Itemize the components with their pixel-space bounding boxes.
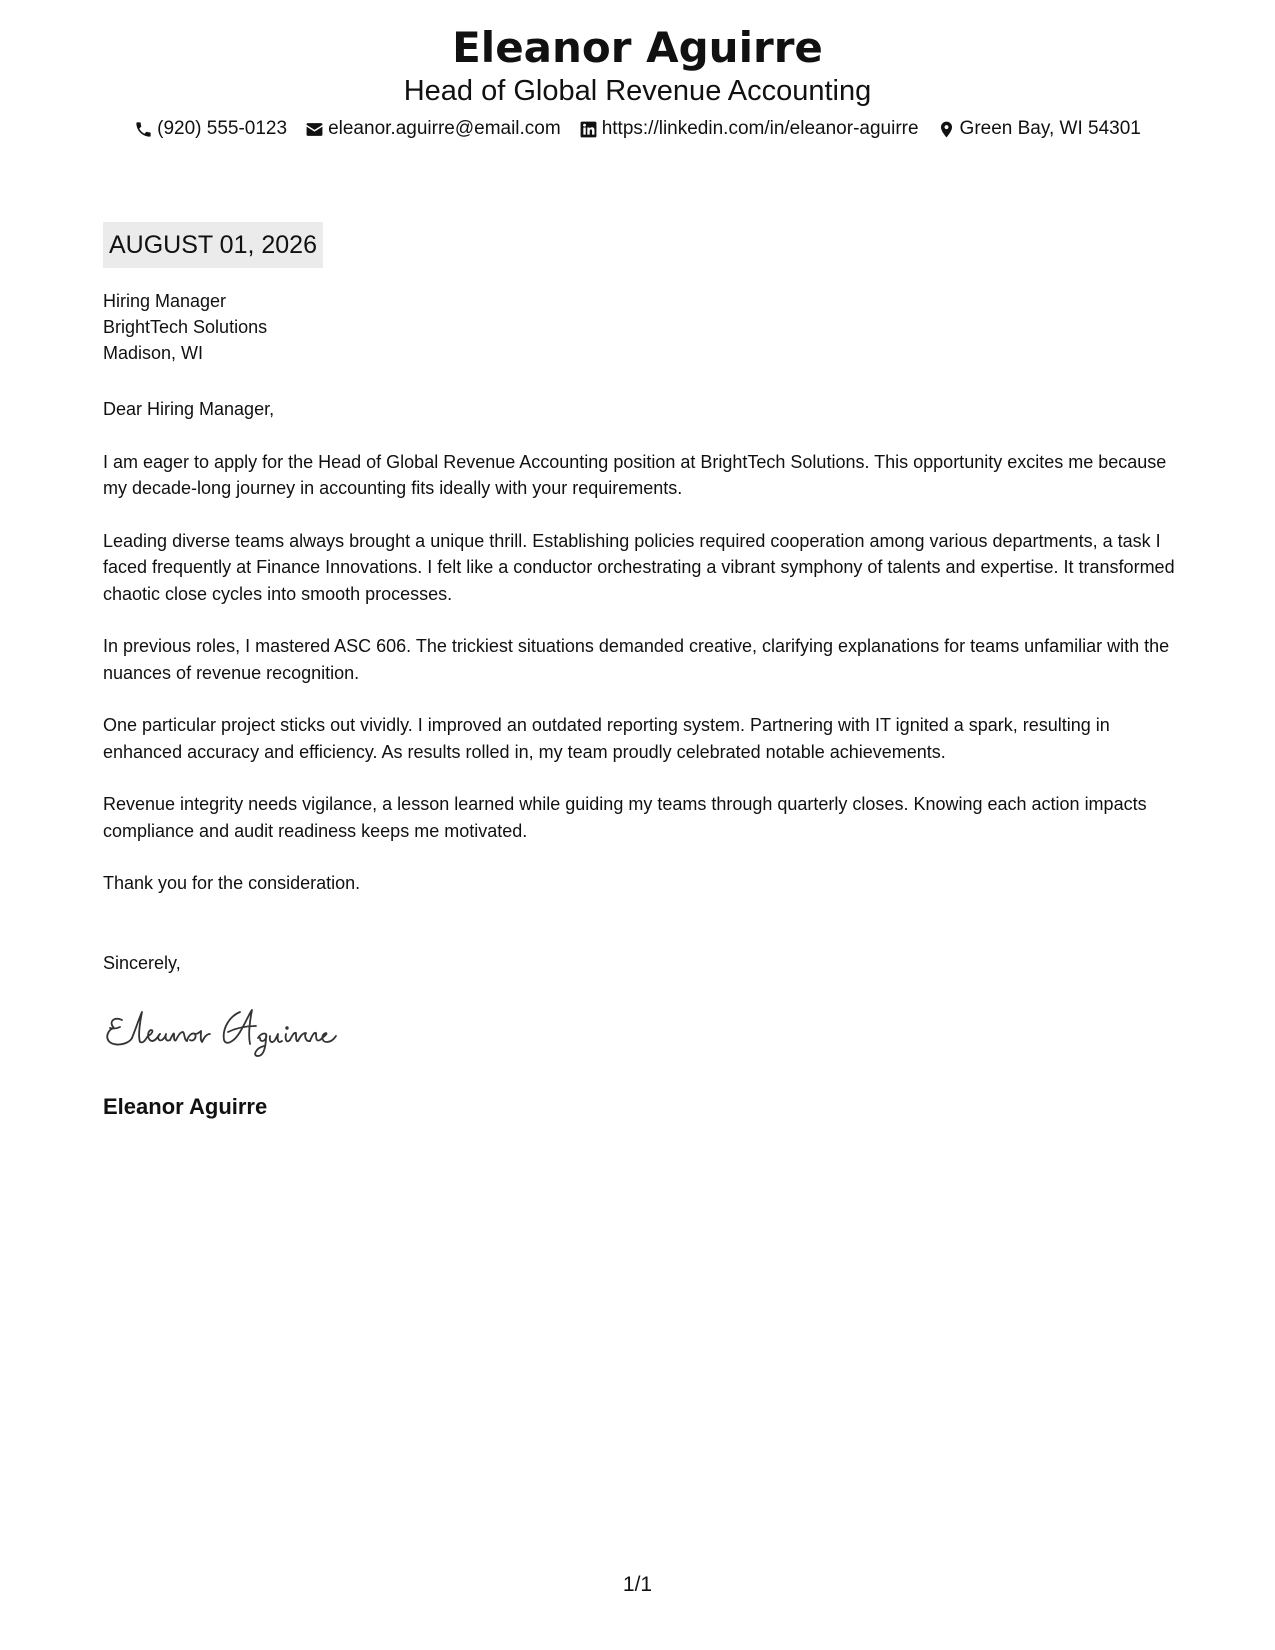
body-paragraph: In previous roles, I mastered ASC 606. The trickiest situations demanded creative, clarifying explanations for teams unfamiliar with the nuances of revenue recognition. xyxy=(103,636,1170,683)
linkedin-url[interactable]: https://linkedin.com/in/eleanor-aguirre xyxy=(601,118,919,139)
contact-bar xyxy=(0,116,1275,142)
contact-location xyxy=(937,116,1141,142)
letter-body xyxy=(103,396,1183,923)
linkedin-icon xyxy=(579,120,598,139)
recipient-company: BrightTech Solutions xyxy=(103,317,268,337)
phone-icon xyxy=(134,120,153,139)
recipient-location: Madison, WI xyxy=(103,343,204,363)
location-text: Green Bay, WI 54301 xyxy=(959,118,1141,139)
email-address[interactable]: eleanor.aguirre@email.com xyxy=(328,118,561,139)
contact-phone xyxy=(134,116,287,142)
applicant-name: Eleanor Aguirre xyxy=(452,23,823,72)
body-paragraph: Leading diverse teams always brought a unique thrill. Establishing policies required cooperation among various departments, a task I faced frequently at Finance Innovations. I felt like a conductor orchestrating a vibrant symphony of talents and expertise. It transformed chaotic close cycles into smooth processes. xyxy=(103,530,1175,604)
applicant-title: Head of Global Revenue Accounting xyxy=(403,75,872,107)
body-paragraph: Thank you for the consideration. xyxy=(103,873,361,893)
phone-number: (920) 555-0123 xyxy=(157,118,288,139)
contact-email[interactable] xyxy=(305,116,561,142)
body-paragraph: One particular project sticks out vividly. I improved an outdated reporting system. Partnering with IT ignited a spark, resulting in enhanced accuracy and efficiency. As results rolled in, my team proudly celebrated notable achievements. xyxy=(103,715,1110,762)
contact-linkedin[interactable] xyxy=(579,116,919,142)
body-paragraph: Revenue integrity needs vigilance, a lesson learned while guiding my teams through quarterly closes. Knowing each action impacts compliance and audit readiness keeps me motivated. xyxy=(103,794,1147,841)
body-paragraph: I am eager to apply for the Head of Global Revenue Accounting position at BrightTech Solutions. This opportunity excites me because my decade-long journey in accounting fits ideally with your requirements. xyxy=(103,451,1167,498)
envelope-icon xyxy=(305,120,324,139)
map-pin-icon xyxy=(937,120,956,139)
salutation: Dear Hiring Manager, xyxy=(103,399,275,419)
letter-header xyxy=(0,22,1275,142)
page-number: 1/1 xyxy=(622,1573,653,1596)
signature-image xyxy=(100,998,370,1058)
recipient-line: Hiring Manager xyxy=(103,291,227,311)
handwritten-signature xyxy=(100,998,370,1058)
recipient-block xyxy=(103,288,267,366)
letter-date: AUGUST 01, 2026 xyxy=(103,222,323,268)
signed-name: Eleanor Aguirre xyxy=(103,1094,268,1119)
closing: Sincerely, xyxy=(103,953,181,973)
